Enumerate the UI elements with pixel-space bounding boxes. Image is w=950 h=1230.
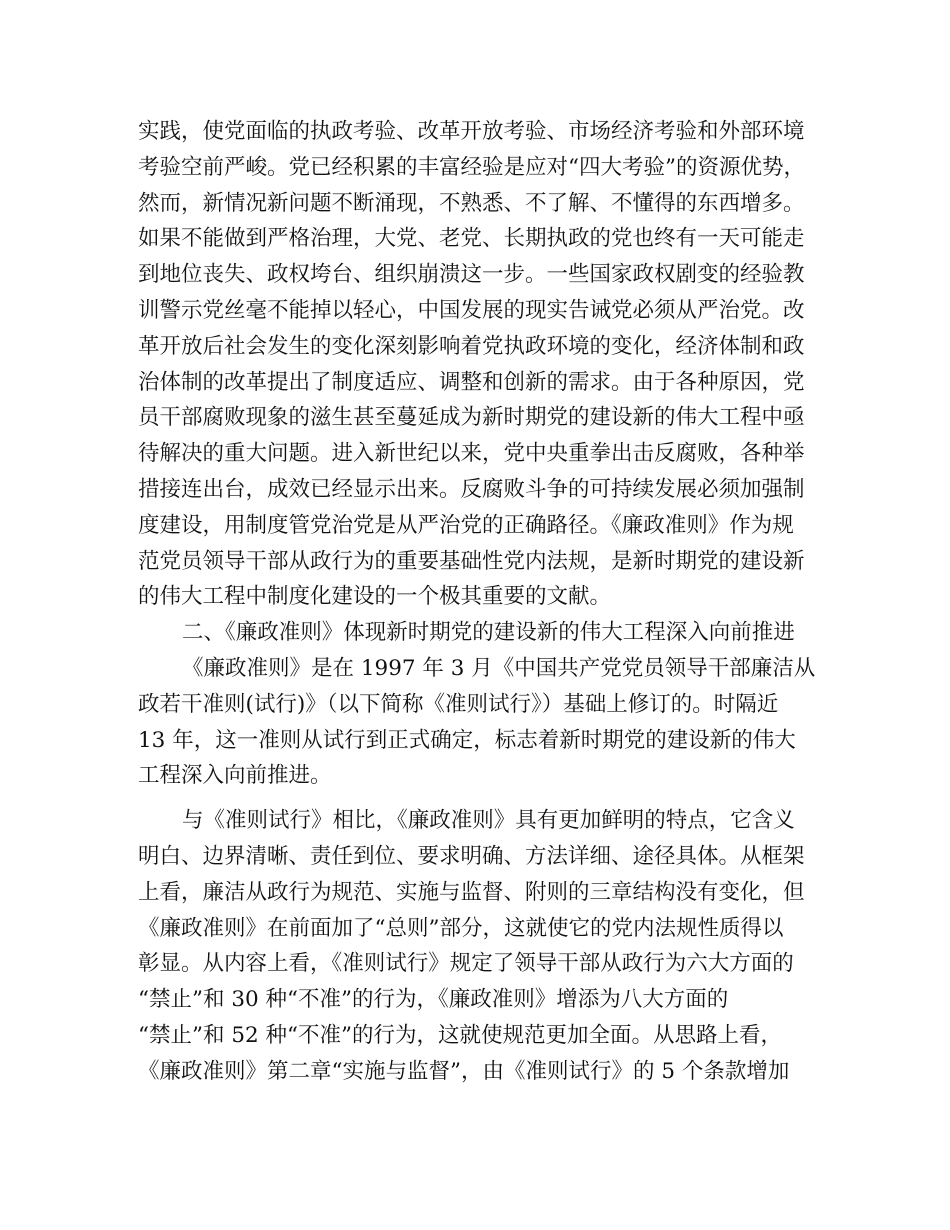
- text-line: 考验空前严峻。党已经积累的丰富经验是应对“四大考验”的资源优势，: [138, 154, 805, 180]
- text-line: 的伟大工程中制度化建设的一个极其重要的文献。: [138, 584, 612, 610]
- text-line: 员干部腐败现象的滋生甚至蔓延成为新时期党的建设新的伟大工程中亟: [138, 405, 805, 431]
- text-line: 《廉政准则》第二章“实施与监督”，由《准则试行》的 5 个条款增加: [138, 1058, 790, 1084]
- section-heading: 二、《廉政准则》体现新时期党的建设新的伟大工程深入向前推进: [182, 620, 795, 646]
- text-line: 13 年，这一准则从试行到正式确定，标志着新时期党的建设新的伟大: [138, 727, 796, 753]
- text-line: 工程深入向前推进。: [138, 763, 332, 789]
- text-line: 实践，使党面临的执政考验、改革开放考验、市场经济考验和外部环境: [138, 119, 805, 144]
- text-line: 与《准则试行》相比，《廉政准则》具有更加鲜明的特点，它含义: [182, 808, 795, 834]
- text-line: 革开放后社会发生的变化深刻影响着党执政环境的变化，经济体制和政: [138, 333, 805, 359]
- text-line: 上看，廉洁从政行为规范、实施与监督、附则的三章结构没有变化，但: [138, 879, 805, 905]
- text-line: 然而，新情况新问题不断涌现，不熟悉、不了解、不懂得的东西增多。: [138, 190, 805, 216]
- text-line: 到地位丧失、政权垮台、组织崩溃这一步。一些国家政权剧变的经验教: [138, 262, 805, 288]
- text-line: 范党员领导干部从政行为的重要基础性党内法规，是新时期党的建设新: [138, 548, 805, 574]
- text-line: 如果不能做到严格治理，大党、老党、长期执政的党也终有一天可能走: [138, 226, 805, 252]
- text-line: 彰显。从内容上看，《准则试行》规定了领导干部从政行为六大方面的: [138, 951, 794, 977]
- text-line: 治体制的改革提出了制度适应、调整和创新的需求。由于各种原因，党: [138, 369, 805, 395]
- text-line: 度建设，用制度管党治党是从严治党的正确路径。《廉政准则》作为规: [138, 512, 794, 538]
- text-line: 训警示党丝毫不能掉以轻心，中国发展的现实告诫党必须从严治党。改: [138, 297, 805, 323]
- text-line: “禁止”和 52 种“不准”的行为，这就使规范更加全面。从思路上看，: [138, 1022, 782, 1048]
- text-line: 措接连出台，成效已经显示出来。反腐败斗争的可持续发展必须加强制: [138, 476, 805, 502]
- text-line: “禁止”和 30 种“不准”的行为，《廉政准则》增添为八大方面的: [138, 987, 729, 1013]
- text-line: 明白、边界清晰、责任到位、要求明确、方法详细、途径具体。从框架: [138, 843, 805, 869]
- paragraph-gap: [138, 794, 828, 803]
- text-line: 《廉政准则》是在 1997 年 3 月《中国共产党党员领导干部廉洁从: [182, 655, 816, 681]
- text-line: 政若干准则(试行)》（以下简称《准则试行》）基础上修订的。时隔近: [138, 691, 779, 717]
- text-line: 《廉政准则》在前面加了“总则”部分，这就使它的党内法规性质得以: [138, 915, 784, 941]
- text-line: 待解决的重大问题。进入新世纪以来，党中央重拳出击反腐败，各种举: [138, 441, 805, 467]
- document-body: [138, 114, 828, 1090]
